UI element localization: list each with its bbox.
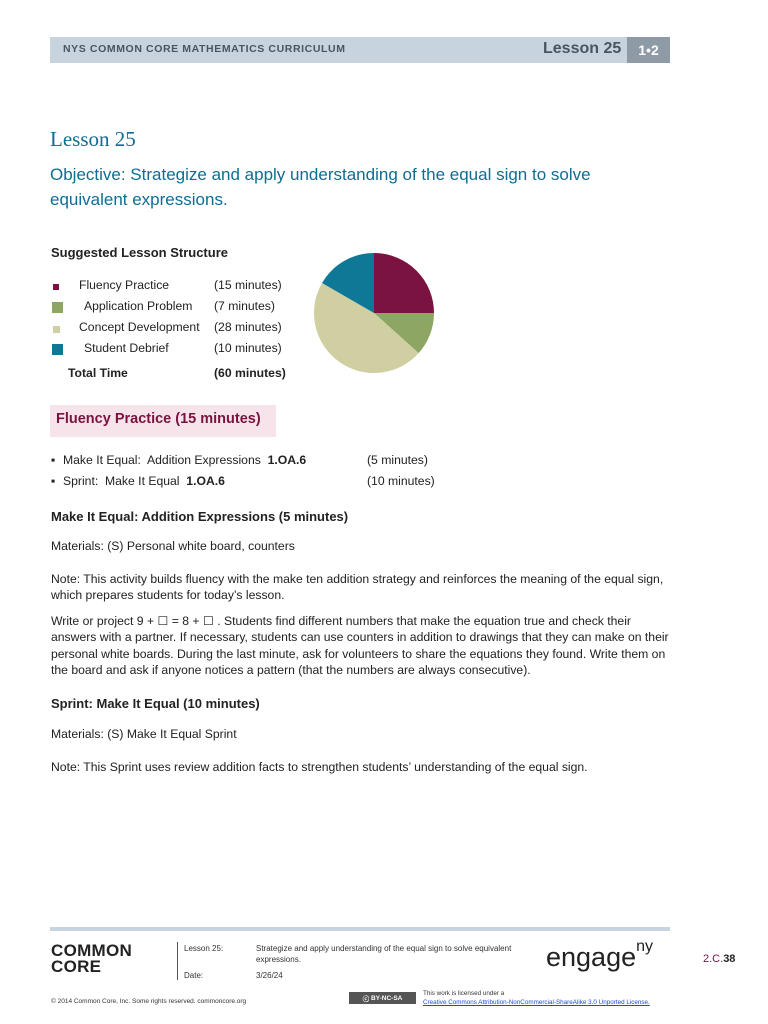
fluency-item-minutes: (5 minutes) <box>367 453 428 467</box>
engage-word: engage <box>546 942 637 972</box>
structure-row-name: Student Debrief <box>84 341 169 355</box>
total-time-value: (60 minutes) <box>214 366 286 380</box>
logo-line: COMMON <box>51 941 133 960</box>
page-number-value: 38 <box>723 953 736 965</box>
total-time-label: Total Time <box>68 366 128 380</box>
footer-rule <box>50 927 670 931</box>
footer-date-label: Date: <box>184 971 204 980</box>
bullet-icon: ▪ <box>51 453 56 467</box>
footer-lesson-label: Lesson 25: <box>184 944 224 953</box>
curriculum-title: NYS COMMON CORE MATHEMATICS CURRICULUM <box>63 43 346 55</box>
structure-row-minutes: (10 minutes) <box>214 341 282 355</box>
materials-text: Materials: (S) Make It Equal Sprint <box>51 727 237 741</box>
logo-line: CORE <box>51 957 102 976</box>
note-text: Note: This Sprint uses review addition facts to strengthen students’ understanding of the equal sign. <box>51 760 588 774</box>
legend-swatch <box>53 284 59 290</box>
page-title: Lesson 25 <box>50 127 136 151</box>
structure-row-name: Fluency Practice <box>79 278 170 292</box>
objective: Objective: Strategize and apply understanding of the equal sign to solve equivalent expressions. <box>50 165 591 209</box>
lesson-structure-pie-chart <box>313 251 435 375</box>
fluency-item-title: Sprint: Make It Equal <box>63 474 187 488</box>
copyright-text: © 2014 Common Core, Inc. Some rights reserved. commoncore.org <box>51 998 247 1005</box>
footer-lesson-text: Strategize and apply understanding of the equal sign to solve equivalent expressions. <box>256 944 512 964</box>
materials-text: Materials: (S) Personal white board, counters <box>51 539 295 553</box>
structure-row-minutes: (28 minutes) <box>214 320 282 334</box>
legend-swatch <box>52 344 63 355</box>
header-lesson: Lesson 25 <box>543 40 622 57</box>
structure-row-minutes: (15 minutes) <box>214 278 282 292</box>
legend-swatch <box>52 302 63 313</box>
structure-row-name: Application Problem <box>84 299 193 313</box>
bullet-icon: ▪ <box>51 474 56 488</box>
fluency-item-title: Make It Equal: Addition Expressions <box>63 453 268 467</box>
engage-ny-logo <box>546 938 654 973</box>
cc-badge-text: BY-NC-SA <box>370 994 403 1002</box>
structure-heading: Suggested Lesson Structure <box>51 245 228 260</box>
fluency-heading: Fluency Practice (15 minutes) <box>56 411 261 427</box>
common-core-logo <box>51 943 132 975</box>
page-number <box>703 953 735 965</box>
footer-divider <box>177 942 178 980</box>
legend-swatch <box>53 326 60 333</box>
fluency-item-standard: 1.OA.6 <box>186 474 225 488</box>
cc-icon: ⓒ <box>362 995 371 1003</box>
section-heading-sprint: Sprint: Make It Equal (10 minutes) <box>51 696 260 711</box>
pie-slice-fluency-practice <box>374 253 434 313</box>
engage-sup: ny <box>636 938 654 955</box>
fluency-item-standard: 1.OA.6 <box>267 453 307 467</box>
fluency-item-minutes: (10 minutes) <box>367 474 435 488</box>
module-badge: 1•2 <box>627 37 670 63</box>
note-text: Note: This activity builds fluency with the make ten addition strategy and reinforces the meaning of the equal sign, which prepares students for today’s lesson. <box>51 572 664 603</box>
cc-license-badge <box>349 992 416 1004</box>
structure-row-minutes: (7 minutes) <box>214 299 275 313</box>
structure-row-name: Concept Development <box>79 320 200 334</box>
page-prefix: 2.C. <box>703 953 724 965</box>
section-heading-make-it-equal: Make It Equal: Addition Expressions (5 minutes) <box>51 509 349 524</box>
footer-date-value: 3/26/24 <box>256 971 283 980</box>
license-text: This work is licensed under a <box>423 990 505 997</box>
fluency-item-text <box>63 474 225 488</box>
license-link[interactable]: Creative Commons Attribution-NonCommercial-ShareAlike 3.0 Unported License. <box>423 999 650 1006</box>
fluency-item-text <box>63 453 306 467</box>
body-text: Write or project 9 + ☐ = 8 + ☐ . Students find different numbers that make the equation true and check their answers with a partner. If necessary, students can use counters in addition to drawings that they can make on their personal white boards. During the last minute, ask for volunteers to share the equations they found. Write them on the board and ask if anyone notices a pattern (that the numbers are always consecutive). <box>51 614 669 678</box>
